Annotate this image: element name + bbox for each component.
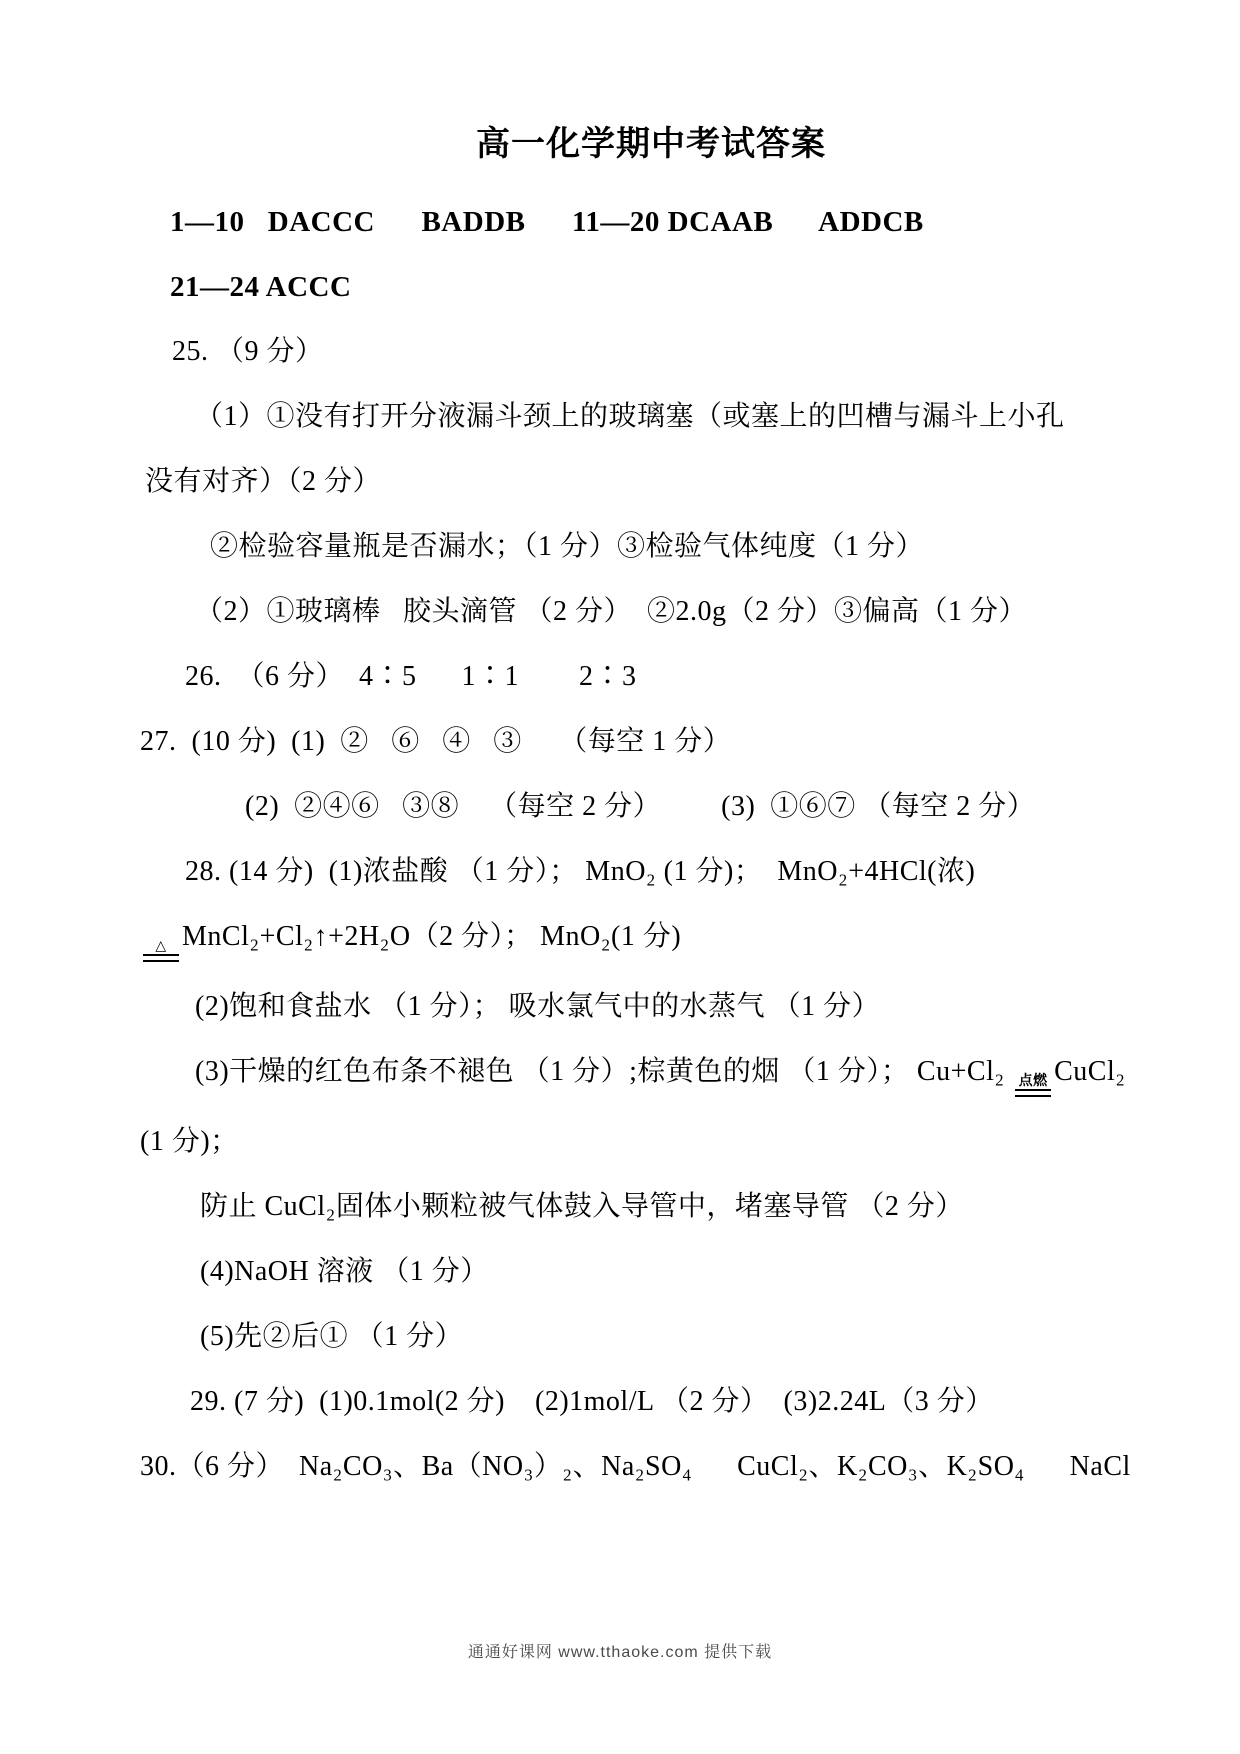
q26-answer: 26. （6 分） 4∶5 1∶1 2∶3	[185, 661, 637, 692]
document-content	[140, 122, 1162, 1512]
q28-part5: (5)先②后① （1 分）	[200, 1321, 464, 1352]
mc-answers-1-20: 1—10 DACCC BADDB 11—20 DCAAB ADDCB	[170, 206, 924, 238]
q30-answer: 30.（6 分） Na₂CO₃、Ba（NO₃）₂、Na₂SO₄ CuCl₂、K₂CO₃、K₂SO₄ NaCl	[140, 1451, 1131, 1482]
double-equals-bar	[143, 954, 179, 962]
q25-part2: （2）①玻璃棒 胶头滴管 （2 分） ②2.0g（2 分）③偏高（1 分）	[195, 596, 1028, 627]
q28-part3-line3: 防止 CuCl₂固体小颗粒被气体鼓入导管中，堵塞导管 （2 分）	[200, 1191, 964, 1222]
q29-answer: 29. (7 分) (1)0.1mol(2 分) (2)1mol/L （2 分） (3)2.24L（3 分）	[190, 1386, 994, 1417]
q25-part1-line2: 没有对齐）（2 分）	[145, 466, 382, 497]
footer-watermark: 通通好课网 www.tthaoke.com 提供下载	[467, 1644, 773, 1661]
double-equals-bar	[1015, 1089, 1051, 1097]
answer-lines	[140, 202, 1162, 1487]
reaction-condition-label: 点燃	[1018, 1074, 1048, 1089]
q27-parts2-3: (2) ②④⑥ ③⑧ （每空 2 分） (3) ①⑥⑦ （每空 2 分）	[245, 791, 1036, 822]
mc-answers-21-24: 21—24 ACCC	[170, 271, 352, 303]
reaction-condition-label: △	[155, 939, 167, 954]
page-title: 高一化学期中考试答案	[476, 126, 826, 163]
q28-part3-line2: (1 分)；	[140, 1126, 239, 1157]
q27-part1: 27. (10 分) (1) ② ⑥ ④ ③ （每空 1 分）	[140, 726, 732, 757]
q25-part1-items23: ②检验容量瓶是否漏水；（1 分）③检验气体纯度（1 分）	[210, 531, 925, 562]
reaction-condition-over-equals	[143, 939, 179, 962]
reaction-condition-over-equals	[1015, 1074, 1051, 1097]
q28-part1-line1: 28. (14 分) (1)浓盐酸 （1 分）； MnO₂ (1 分)； MnO₂+4HCl(浓)	[185, 856, 976, 887]
q25-header: 25. （9 分）	[172, 336, 324, 367]
q25-part1-line1: （1）①没有打开分液漏斗颈上的玻璃塞（或塞上的凹槽与漏斗上小孔	[195, 401, 1065, 432]
q28-part1-line2: △ MnCl₂+Cl₂↑+2H₂O（2 分）； MnO₂(1 分)	[140, 917, 1162, 962]
q28-part4: (4)NaOH 溶液 （1 分）	[200, 1256, 489, 1287]
q28-part3-line1: (3)干燥的红色布条不褪色 （1 分）;棕黄色的烟 （1 分）； Cu+Cl₂ 点燃 CuCl₂	[140, 1052, 1162, 1097]
q28-part2: (2)饱和食盐水 （1 分）； 吸水氯气中的水蒸气 （1 分）	[195, 991, 881, 1022]
